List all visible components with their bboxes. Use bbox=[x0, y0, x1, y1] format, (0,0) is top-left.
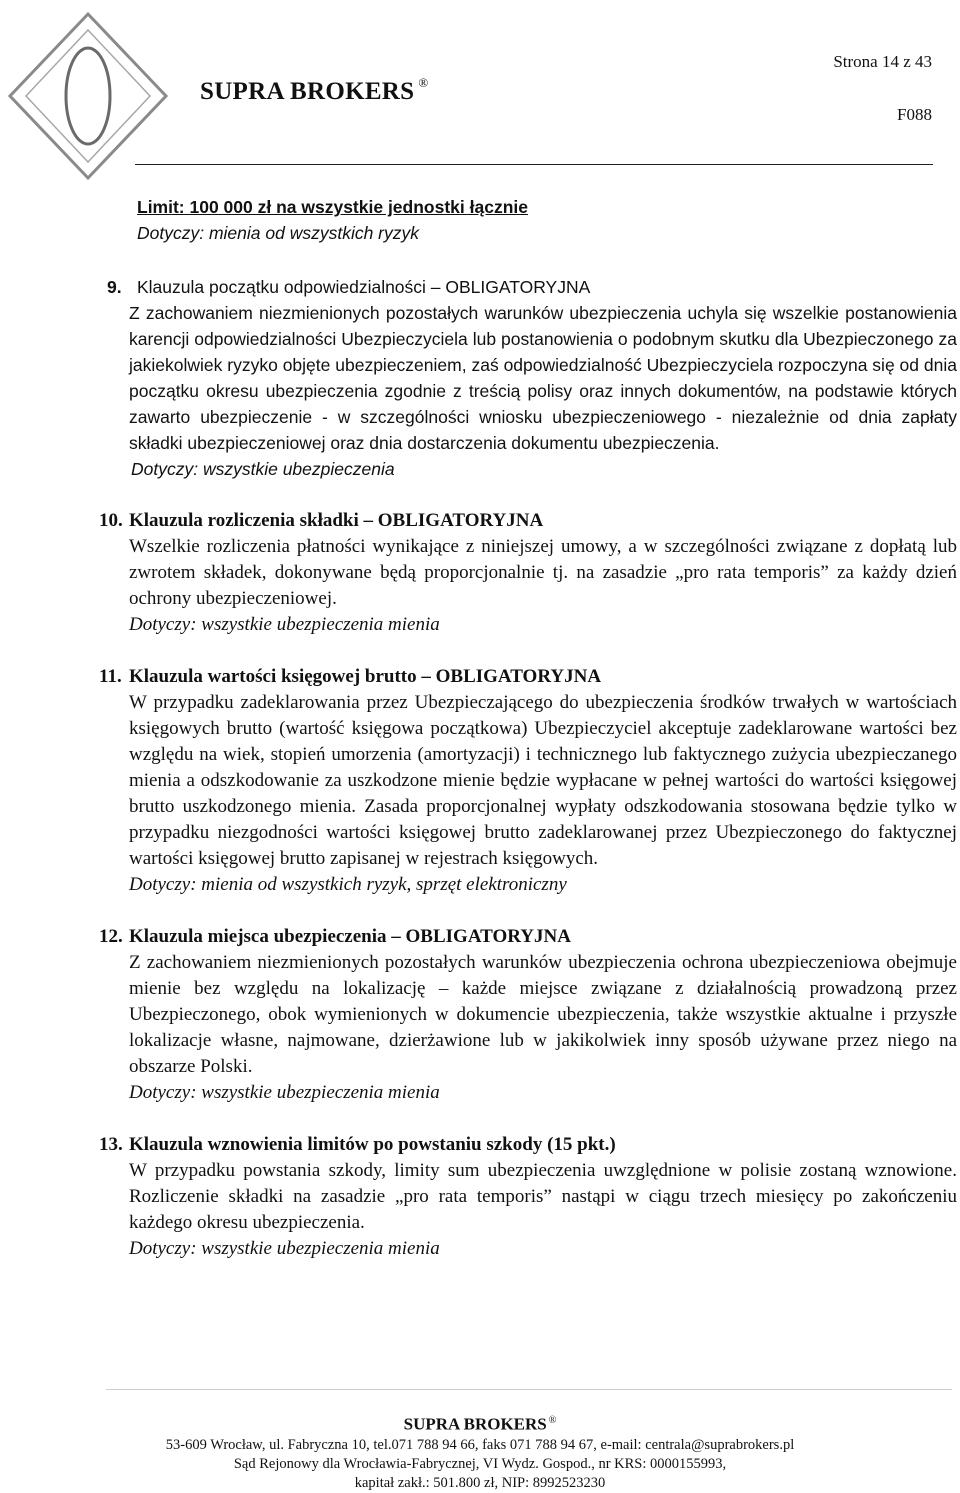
clause-body: Z zachowaniem niezmienionych pozostałych warunków ubezpieczenia ochrona ubezpieczeniowa obejmuje mienie bez względu na lokalizację – każde miejsce związane z działalnością prowadzoną przez Ubezpieczonego, obok wymienionych w dokumencie ubezpieczenia, także wszystkie aktualne i przyszłe lokalizacje własne, najmowane, dzierżawione lub w jakikolwiek inny sposób używane przez niego na obszarze Polski. bbox=[129, 952, 957, 1077]
clause-body: W przypadku powstania szkody, limity sum ubezpieczenia uwzględnione w polisie zostaną wznowione. Rozliczenie składki na zasadzie „pro rata temporis” nastąpi w ciągu trzech miesięcy po zakończeniu każdego okresu ubezpieczenia. bbox=[129, 1160, 957, 1233]
clause-11 bbox=[99, 664, 957, 898]
clause-10 bbox=[99, 508, 957, 638]
clause-heading: Klauzula wartości księgowej brutto – OBLIGATORYJNA bbox=[129, 666, 602, 687]
clause-heading: Klauzula początku odpowiedzialności – OBLIGATORYJNA bbox=[137, 277, 591, 297]
clause-applies: Dotyczy: wszystkie ubezpieczenia mienia bbox=[129, 1082, 440, 1103]
clause-heading: Klauzula wznowienia limitów po powstaniu szkody (15 pkt.) bbox=[129, 1134, 616, 1155]
registered-mark: ® bbox=[418, 75, 429, 90]
clause-applies: Dotyczy: wszystkie ubezpieczenia mienia bbox=[129, 614, 440, 635]
clause-applies: Dotyczy: wszystkie ubezpieczenia mienia bbox=[129, 1238, 440, 1259]
clause-body: Wszelkie rozliczenia płatności wynikające z niniejszej umowy, a w szczególności związane z dopłatą lub zwrotem składek, dokonywane będą proporcjonalnie tj. na zasadzie „pro rata temporis” za każdy dzień ochrony ubezpieczeniowej. bbox=[129, 536, 957, 609]
clause-body: W przypadku zadeklarowania przez Ubezpieczającego do ubezpieczenia środków trwałych w wartościach księgowych brutto (wartość księgowa początkowa) Ubezpieczyciel akceptuje zadeklarowane wartości bez względu na wiek, stopień umorzenia (amortyzacji) i technicznego lub faktycznego zużycia ubezpieczanego mienia a odszkodowanie za uszkodzone mienie będzie wypłacane w pełnej wartości do wartości księgowej brutto uszkodzonego mienia. Zasada proporcjonalnej wypłaty odszkodowania stosowana będzie tylko w przypadku niezgodności wartości księgowej brutto zadeklarowanej przez Ubezpieczonego do faktycznej wartości księgowej brutto zapisanej w rejestrach księgowych. bbox=[129, 692, 957, 869]
clause-applies: Dotyczy: wszystkie ubezpieczenia bbox=[131, 459, 395, 479]
document-code: F088 bbox=[897, 105, 932, 124]
header-brand-name: SUPRA BROKERS bbox=[200, 78, 415, 105]
clause-heading: Klauzula rozliczenia składki – OBLIGATORYJNA bbox=[129, 510, 544, 531]
clause-body: Z zachowaniem niezmienionych pozostałych warunków ubezpieczenia uchyla się wszelkie postanowienia karencji odpowiedzialności Ubezpieczyciela lub postanowienia o podobnym skutku dla Ubezpieczonego za jakiekolwiek ryzyko objęte ubezpieczeniem, zaś odpowiedzialność Ubezpieczyciela rozpoczyna się od dnia początku okresu ubezpieczenia zgodnie z treścią polisy oraz innych dokumentów, na podstawie których zawarto ubezpieczenie - w szczególności wniosku ubezpieczeniowego - niezależnie od dnia zapłaty składki ubezpieczeniowej oraz dnia dostarczenia dokumentu ubezpieczenia. bbox=[129, 303, 957, 453]
footer-registered-mark: ® bbox=[548, 1415, 557, 1426]
page-footer bbox=[0, 1410, 960, 1493]
supra-brokers-logo-icon bbox=[4, 8, 172, 184]
footer-divider bbox=[106, 1389, 952, 1390]
clause-number: 12. bbox=[99, 926, 123, 947]
footer-capital-nip: kapitał zakł.: 501.800 zł, NIP: 8992523230 bbox=[354, 1474, 606, 1491]
page-number: Strona 14 z 43 bbox=[833, 52, 932, 71]
limit-applies: Dotyczy: mienia od wszystkich ryzyk bbox=[137, 223, 420, 243]
header-brand bbox=[200, 70, 429, 105]
header-divider bbox=[135, 164, 933, 165]
footer-court-registration: Sąd Rejonowy dla Wrocławia-Fabrycznej, VI Wydz. Gospod., nr KRS: 0000155993, bbox=[233, 1455, 727, 1472]
clause-9 bbox=[107, 274, 957, 482]
clause-applies: Dotyczy: mienia od wszystkich ryzyk, sprzęt elektroniczny bbox=[129, 874, 567, 895]
clause-number: 9. bbox=[107, 277, 122, 297]
clause-number: 10. bbox=[99, 510, 123, 531]
clause-13 bbox=[99, 1132, 957, 1262]
clause-12 bbox=[99, 924, 957, 1106]
footer-address: 53-609 Wrocław, ul. Fabryczna 10, tel.071 788 94 66, faks 071 788 94 67, e-mail: centrala@suprabrokers.pl bbox=[165, 1436, 795, 1453]
limit-line: Limit: 100 000 zł na wszystkie jednostki łącznie bbox=[137, 197, 528, 217]
footer-brand bbox=[0, 1410, 960, 1436]
clause-number: 11. bbox=[99, 666, 122, 687]
clause-number: 13. bbox=[99, 1134, 123, 1155]
footer-brand-name: SUPRA BROKERS bbox=[403, 1414, 547, 1434]
document-body bbox=[99, 194, 957, 1262]
clause-heading: Klauzula miejsca ubezpieczenia – OBLIGATORYJNA bbox=[129, 926, 571, 947]
